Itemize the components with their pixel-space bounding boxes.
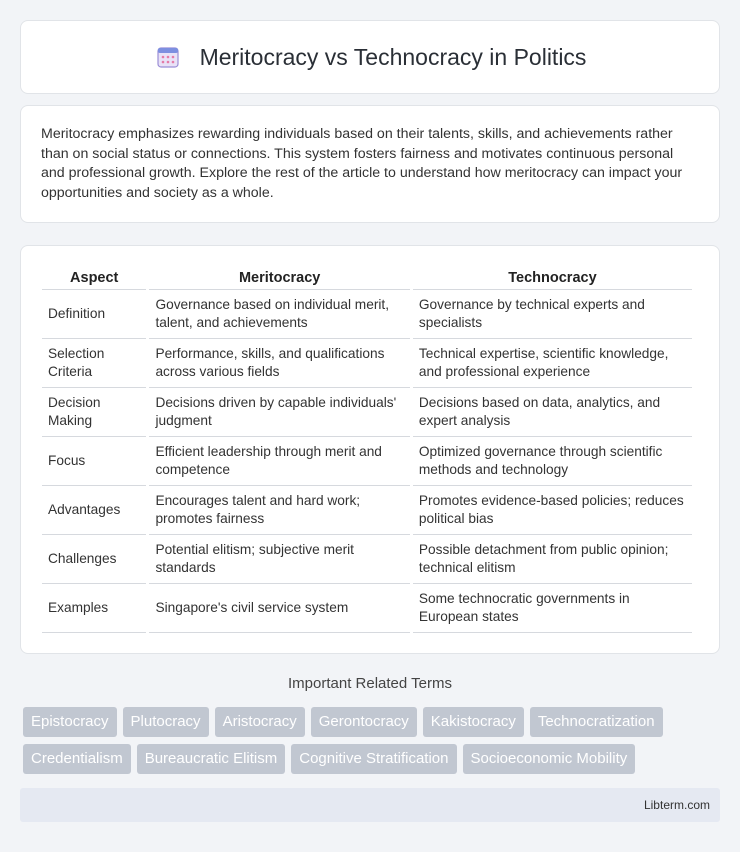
table-row [42,339,692,388]
related-terms-list [23,707,723,774]
comparison-table-card [20,245,720,654]
related-term-tag[interactable]: Gerontocracy [311,707,417,737]
meritocracy-cell: Encourages talent and hard work; promotes fairness [149,486,409,535]
related-term-tag[interactable]: Kakistocracy [423,707,524,737]
intro-card [20,105,720,223]
aspect-cell: Challenges [42,535,146,584]
table-row [42,388,692,437]
header-technocracy: Technocracy [413,266,692,290]
header-aspect: Aspect [42,266,146,290]
technocracy-cell: Promotes evidence-based policies; reduces political bias [413,486,692,535]
aspect-cell: Definition [42,290,146,339]
meritocracy-cell: Singapore's civil service system [149,584,409,633]
meritocracy-cell: Performance, skills, and qualifications across various fields [149,339,409,388]
header-meritocracy: Meritocracy [149,266,409,290]
meritocracy-cell: Efficient leadership through merit and competence [149,437,409,486]
aspect-cell: Decision Making [42,388,146,437]
aspect-cell: Focus [42,437,146,486]
meritocracy-cell: Governance based on individual merit, talent, and achievements [149,290,409,339]
calendar-icon [154,43,182,71]
technocracy-cell: Governance by technical experts and specialists [413,290,692,339]
header-card [20,20,720,94]
table-row [42,584,692,633]
table-row [42,535,692,584]
related-term-tag[interactable]: Aristocracy [215,707,305,737]
technocracy-cell: Some technocratic governments in European states [413,584,692,633]
related-term-tag[interactable]: Plutocracy [123,707,209,737]
comparison-table [39,266,695,633]
technocracy-cell: Technical expertise, scientific knowledge, and professional experience [413,339,692,388]
table-row [42,437,692,486]
footer [20,788,720,822]
technocracy-cell: Decisions based on data, analytics, and expert analysis [413,388,692,437]
technocracy-cell: Possible detachment from public opinion; technical elitism [413,535,692,584]
related-term-tag[interactable]: Technocratization [530,707,663,737]
page-title: Meritocracy vs Technocracy in Politics [199,43,587,70]
related-term-tag[interactable]: Socioeconomic Mobility [463,744,636,774]
related-term-tag[interactable]: Epistocracy [23,707,117,737]
intro-text: Meritocracy emphasizes rewarding individuals based on their talents, skills, and achievements rather than on social status or connections. This system fosters fairness and motivates continuous personal and professional growth. Explore the rest of the article to understand how meritocracy can impact your opportunities and society as a whole. [41,126,683,201]
meritocracy-cell: Potential elitism; subjective merit standards [149,535,409,584]
table-row [42,290,692,339]
related-terms-title: Important Related Terms [288,675,452,692]
footer-site-link[interactable]: Libterm.com [643,798,710,812]
related-term-tag[interactable]: Cognitive Stratification [291,744,456,774]
technocracy-cell: Optimized governance through scientific methods and technology [413,437,692,486]
aspect-cell: Examples [42,584,146,633]
aspect-cell: Advantages [42,486,146,535]
table-row [42,486,692,535]
aspect-cell: Selection Criteria [42,339,146,388]
related-term-tag[interactable]: Bureaucratic Elitism [137,744,286,774]
meritocracy-cell: Decisions driven by capable individuals' judgment [149,388,409,437]
related-term-tag[interactable]: Credentialism [23,744,131,774]
